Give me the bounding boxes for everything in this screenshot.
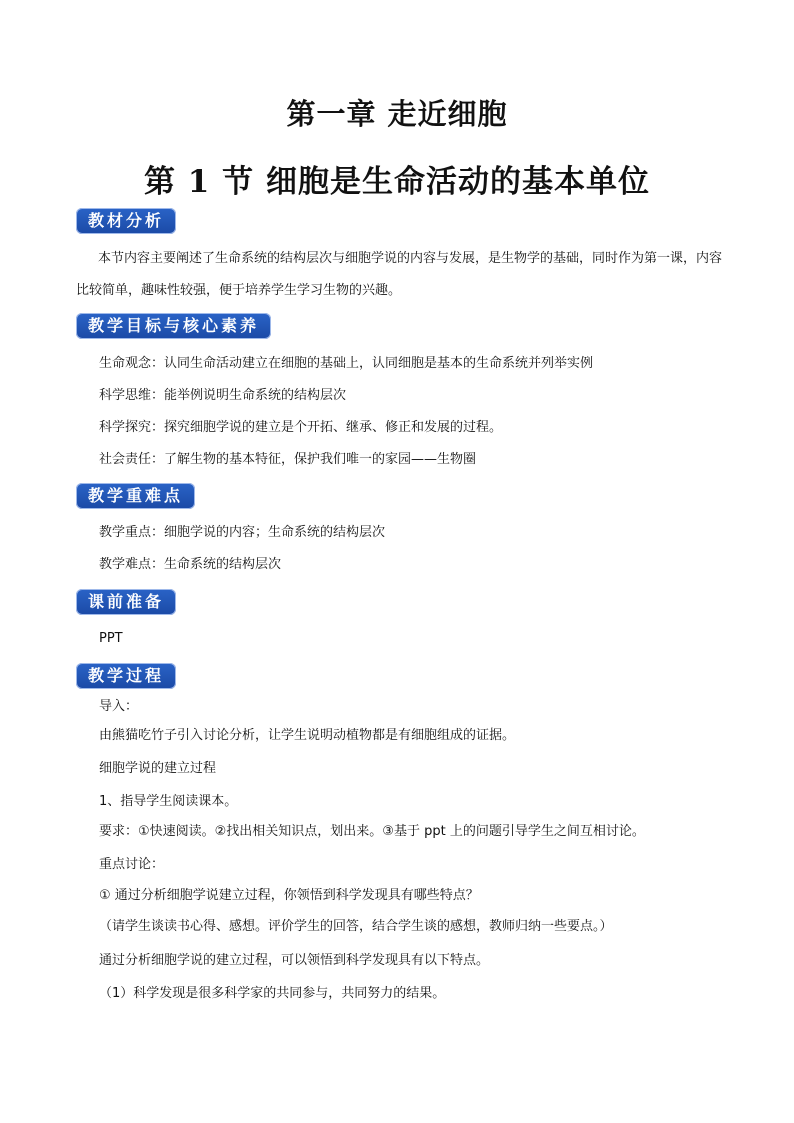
badge-process: 教学过程 — [76, 663, 176, 689]
section-title: 第 1 节 细胞是生命活动的基本单位 — [144, 164, 650, 200]
preparation-text: PPT — [99, 631, 123, 646]
badge-objectives: 教学目标与核心素养 — [76, 313, 271, 339]
objective-item: 科学思维：能举例说明生命系统的结构层次 — [99, 388, 347, 403]
badge-key-points: 教学重难点 — [76, 483, 195, 509]
process-line: 细胞学说的建立过程 — [99, 761, 217, 776]
key-point-item: 教学难点：生命系统的结构层次 — [99, 557, 282, 572]
process-line: 导入： — [99, 699, 139, 714]
process-line: （请学生谈读书心得、感想。评价学生的回答，结合学生谈的感想，教师归纳一些要点。） — [99, 919, 613, 934]
objective-item: 社会责任：了解生物的基本特征，保护我们唯一的家园——生物圈 — [99, 452, 477, 467]
process-line: 要求：①快速阅读。②找出相关知识点，划出来。③基于 ppt 上的问题引导学生之间互相讨论。 — [99, 824, 645, 839]
chapter-title: 第一章 走近细胞 — [286, 97, 508, 131]
badge-textbook-analysis: 教材分析 — [76, 208, 176, 234]
analysis-paragraph: 本节内容主要阐述了生命系统的结构层次与细胞学说的内容与发展，是生物学的基础，同时作为第一课，内容比较简单，趣味性较强，便于培养学生学习生物的兴趣。 — [76, 251, 723, 298]
process-line: ① 通过分析细胞学说建立过程，你领悟到科学发现具有哪些特点？ — [99, 888, 479, 903]
key-point-item: 教学重点：细胞学说的内容；生命系统的结构层次 — [99, 525, 386, 540]
objective-item: 生命观念：认同生命活动建立在细胞的基础上，认同细胞是基本的生命系统并列举实例 — [99, 356, 594, 371]
badge-preparation: 课前准备 — [76, 589, 176, 615]
process-line: 1、指导学生阅读课本。 — [99, 794, 238, 809]
process-line: 通过分析细胞学说的建立过程，可以领悟到科学发现具有以下特点。 — [99, 953, 490, 968]
objective-item: 科学探究：探究细胞学说的建立是个开拓、继承、修正和发展的过程。 — [99, 420, 503, 435]
process-line: 由熊猫吃竹子引入讨论分析，让学生说明动植物都是有细胞组成的证据。 — [99, 728, 516, 743]
process-line: 重点讨论： — [99, 857, 165, 872]
process-line: （1）科学发现是很多科学家的共同参与，共同努力的结果。 — [99, 986, 446, 1001]
